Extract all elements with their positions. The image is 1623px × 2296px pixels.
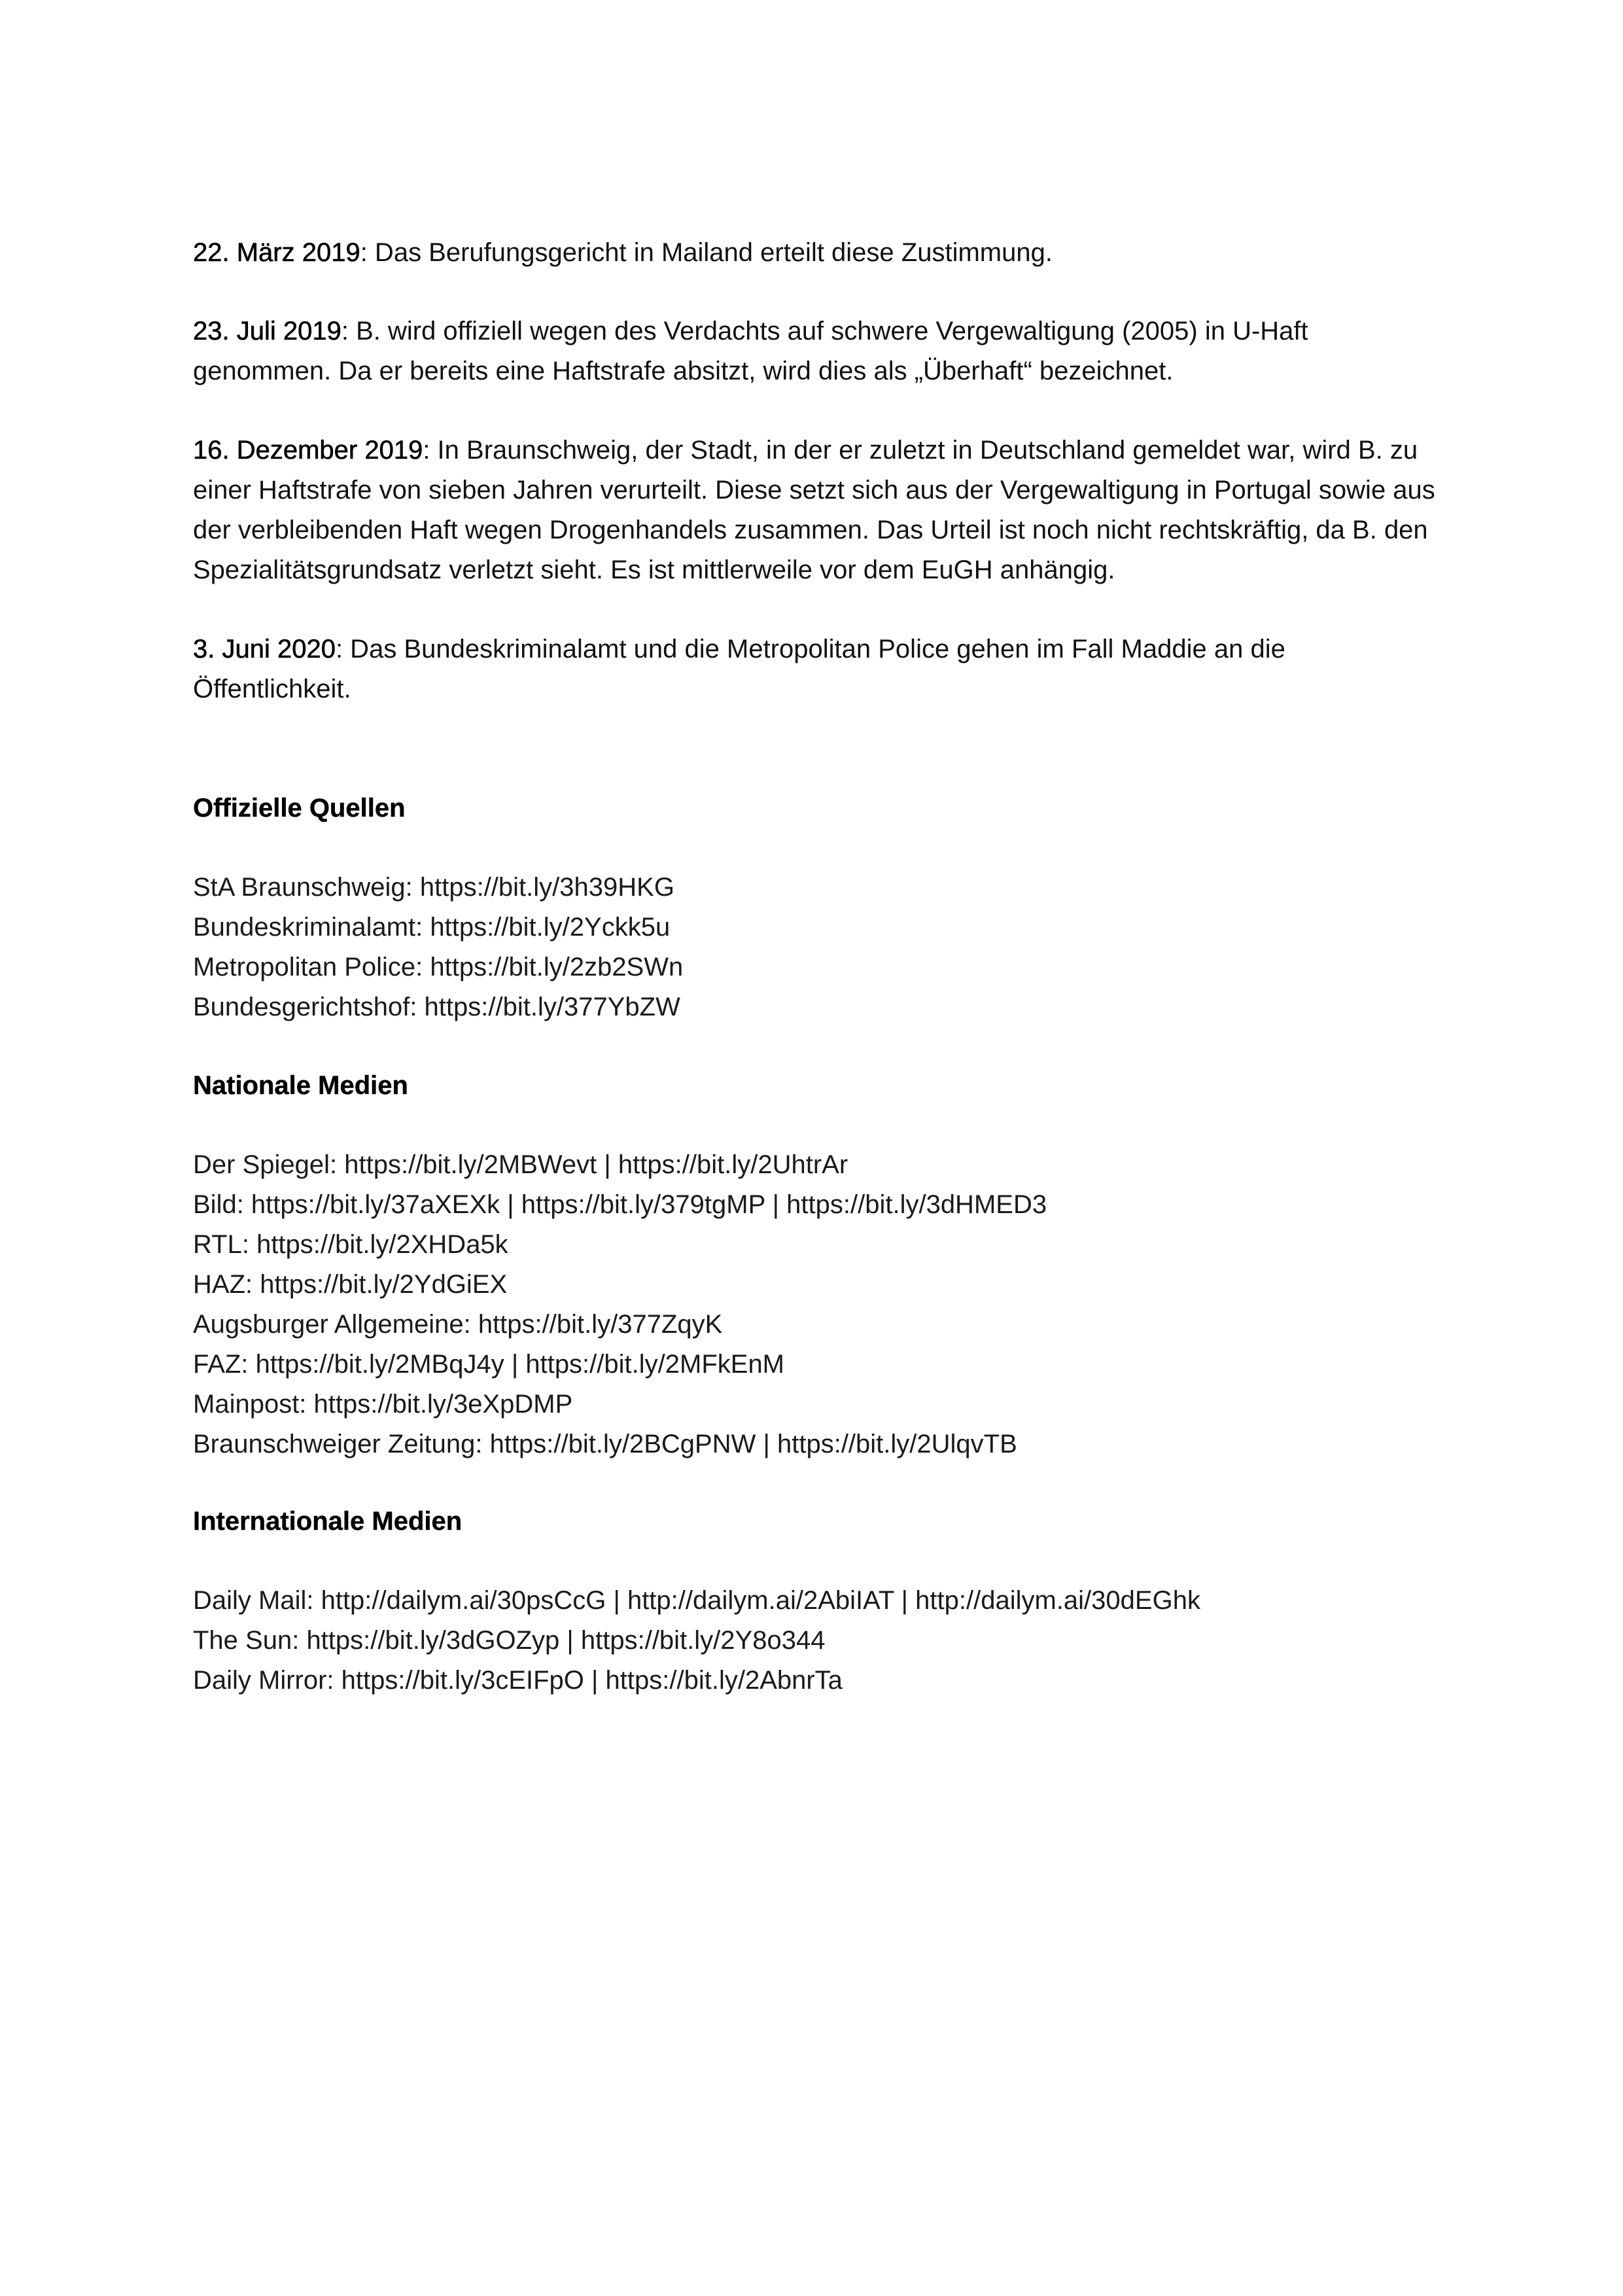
source-item: HAZ: https://bit.ly/2YdGiEX — [193, 1270, 508, 1299]
timeline-entry — [193, 431, 1449, 590]
source-item: Bundesgerichtshof: https://bit.ly/377YbZW — [193, 993, 680, 1021]
source-item: The Sun: https://bit.ly/3dGOZyp | https://bit.ly/2Y8o344 — [193, 1626, 826, 1655]
national-media-list — [193, 1145, 1047, 1464]
source-item: Daily Mirror: https://bit.ly/3cEIFpO | https://bit.ly/2AbnrTa — [193, 1666, 843, 1695]
timeline-date: 22. März 2019 — [193, 238, 360, 267]
timeline-date: 23. Juli 2019 — [193, 317, 341, 345]
international-media-heading: Internationale Medien — [193, 1507, 462, 1536]
source-item: Daily Mail: http://dailym.ai/30psCcG | http://dailym.ai/2AbiIAT | http://dailym.ai/30dEGhk — [193, 1586, 1200, 1615]
timeline-entry — [193, 629, 1449, 709]
source-item: FAZ: https://bit.ly/2MBqJ4y | https://bit.ly/2MFkEnM — [193, 1350, 785, 1379]
source-item: Augsburger Allgemeine: https://bit.ly/377ZqyK — [193, 1310, 723, 1339]
timeline-entry — [193, 311, 1449, 391]
timeline-text: : B. wird offiziell wegen des Verdachts auf schwere Vergewaltigung (2005) in U-Haft genommen. Da er bereits eine Haftstrafe absitzt, wird dies als „Überhaft“ bezeichnet. — [193, 317, 1308, 385]
timeline-text: : In Braunschweig, der Stadt, in der er zuletzt in Deutschland gemeldet war, wird B. zu einer Haftstrafe von sieben Jahren verurteilt. Diese setzt sich aus der Vergewaltigung in Portugal sowie aus der verbleibenden Haft wegen Drogenhandels zusammen. Das Urteil ist noch nicht rechtskräftig, da B. den Spezialitätsgrundsatz verletzt sieht. Es ist mittlerweile vor dem EuGH anhängig. — [193, 436, 1435, 584]
timeline-text: : Das Berufungsgericht in Mailand erteilt diese Zustimmung. — [360, 238, 1053, 267]
official-sources-heading: Offizielle Quellen — [193, 794, 406, 822]
timeline-text: : Das Bundeskriminalamt und die Metropolitan Police gehen im Fall Maddie an die Öffentlichkeit. — [193, 635, 1285, 703]
source-item: Braunschweiger Zeitung: https://bit.ly/2BCgPNW | https://bit.ly/2UlqvTB — [193, 1430, 1017, 1458]
source-item: Der Spiegel: https://bit.ly/2MBWevt | https://bit.ly/2UhtrAr — [193, 1150, 848, 1179]
international-media-list — [193, 1581, 1200, 1701]
source-item: Bundeskriminalamt: https://bit.ly/2Yckk5u — [193, 913, 671, 942]
national-media-heading: Nationale Medien — [193, 1071, 408, 1100]
timeline-date: 16. Dezember 2019 — [193, 436, 423, 465]
timeline-entry — [193, 233, 1449, 273]
source-item: StA Braunschweig: https://bit.ly/3h39HKG — [193, 873, 674, 902]
official-sources-list — [193, 868, 683, 1027]
timeline-date: 3. Juni 2020 — [193, 635, 336, 663]
source-item: Mainpost: https://bit.ly/3eXpDMP — [193, 1390, 573, 1419]
source-item: Metropolitan Police: https://bit.ly/2zb2SWn — [193, 953, 684, 981]
source-item: RTL: https://bit.ly/2XHDa5k — [193, 1230, 508, 1259]
source-item: Bild: https://bit.ly/37aXEXk | https://bit.ly/379tgMP | https://bit.ly/3dHMED3 — [193, 1190, 1047, 1219]
